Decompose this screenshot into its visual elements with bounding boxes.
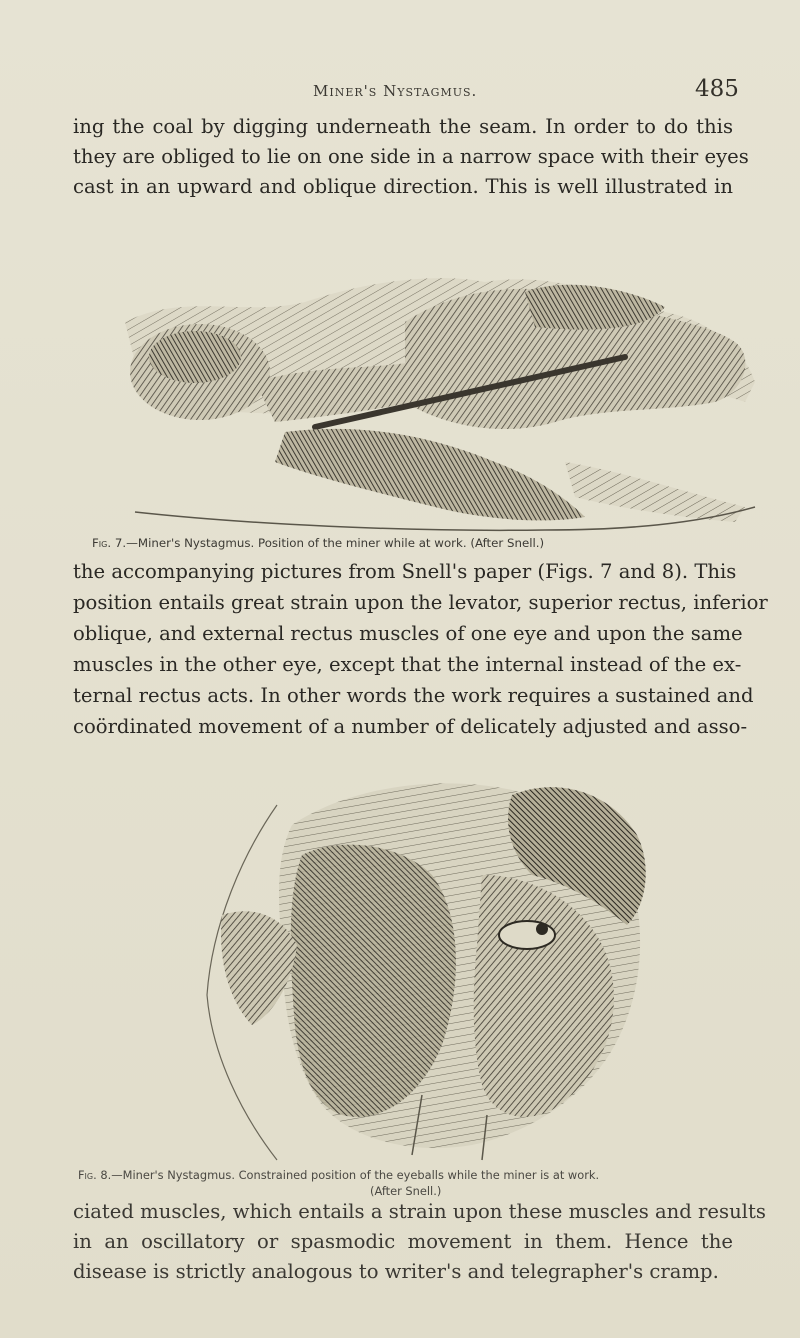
text-line: disease is strictly analogous to writer's and telegrapher's cramp.	[73, 1260, 719, 1283]
text-line: ciated muscles, which entails a strain upon these muscles and results	[73, 1200, 766, 1223]
paragraph-bottom	[73, 1197, 766, 1287]
text-line: they are obliged to lie on one side in a narrow space with their eyes	[73, 145, 749, 168]
miner-lying-engraving	[105, 262, 769, 540]
figure-7-caption-text: —Miner's Nystagmus. Position of the miner while at work. (After Snell.)	[126, 536, 545, 550]
figure-7-label: Fig. 7.	[92, 536, 127, 550]
text-line: the accompanying pictures from Snell's paper (Figs. 7 and 8). This	[73, 560, 737, 583]
page-number: 485	[695, 76, 739, 102]
text-line: oblique, and external rectus muscles of one eye and upon the same	[73, 622, 743, 645]
paragraph-top	[73, 112, 749, 202]
figure-8-caption	[78, 1168, 599, 1182]
text-line: coördinated movement of a number of delicately adjusted and asso-	[73, 715, 748, 738]
figure-7-caption	[92, 536, 544, 550]
text-line: ternal rectus acts. In other words the work requires a sustained and	[73, 684, 754, 707]
running-title: Miner's Nystagmus.	[313, 82, 478, 100]
text-line: ing the coal by digging underneath the seam. In order to do this	[73, 115, 733, 138]
figure-8-caption-text: —Miner's Nystagmus. Constrained position of the eyeballs while the miner is at work.	[111, 1168, 600, 1182]
text-line: in an oscillatory or spasmodic movement in them. Hence the	[73, 1230, 733, 1253]
paragraph-middle	[73, 556, 768, 742]
miner-head-engraving	[182, 765, 652, 1165]
text-line: cast in an upward and oblique direction. This is well illustrated in	[73, 175, 733, 198]
running-head	[0, 76, 800, 106]
figure-7-illustration	[105, 262, 769, 540]
figure-8-illustration	[182, 765, 652, 1165]
text-line: position entails great strain upon the levator, superior rectus, inferior	[73, 591, 768, 614]
text-line: muscles in the other eye, except that the internal instead of the ex-	[73, 653, 742, 676]
figure-8-caption-credit: (After Snell.)	[370, 1184, 442, 1198]
figure-8-label: Fig. 8.	[78, 1168, 112, 1182]
